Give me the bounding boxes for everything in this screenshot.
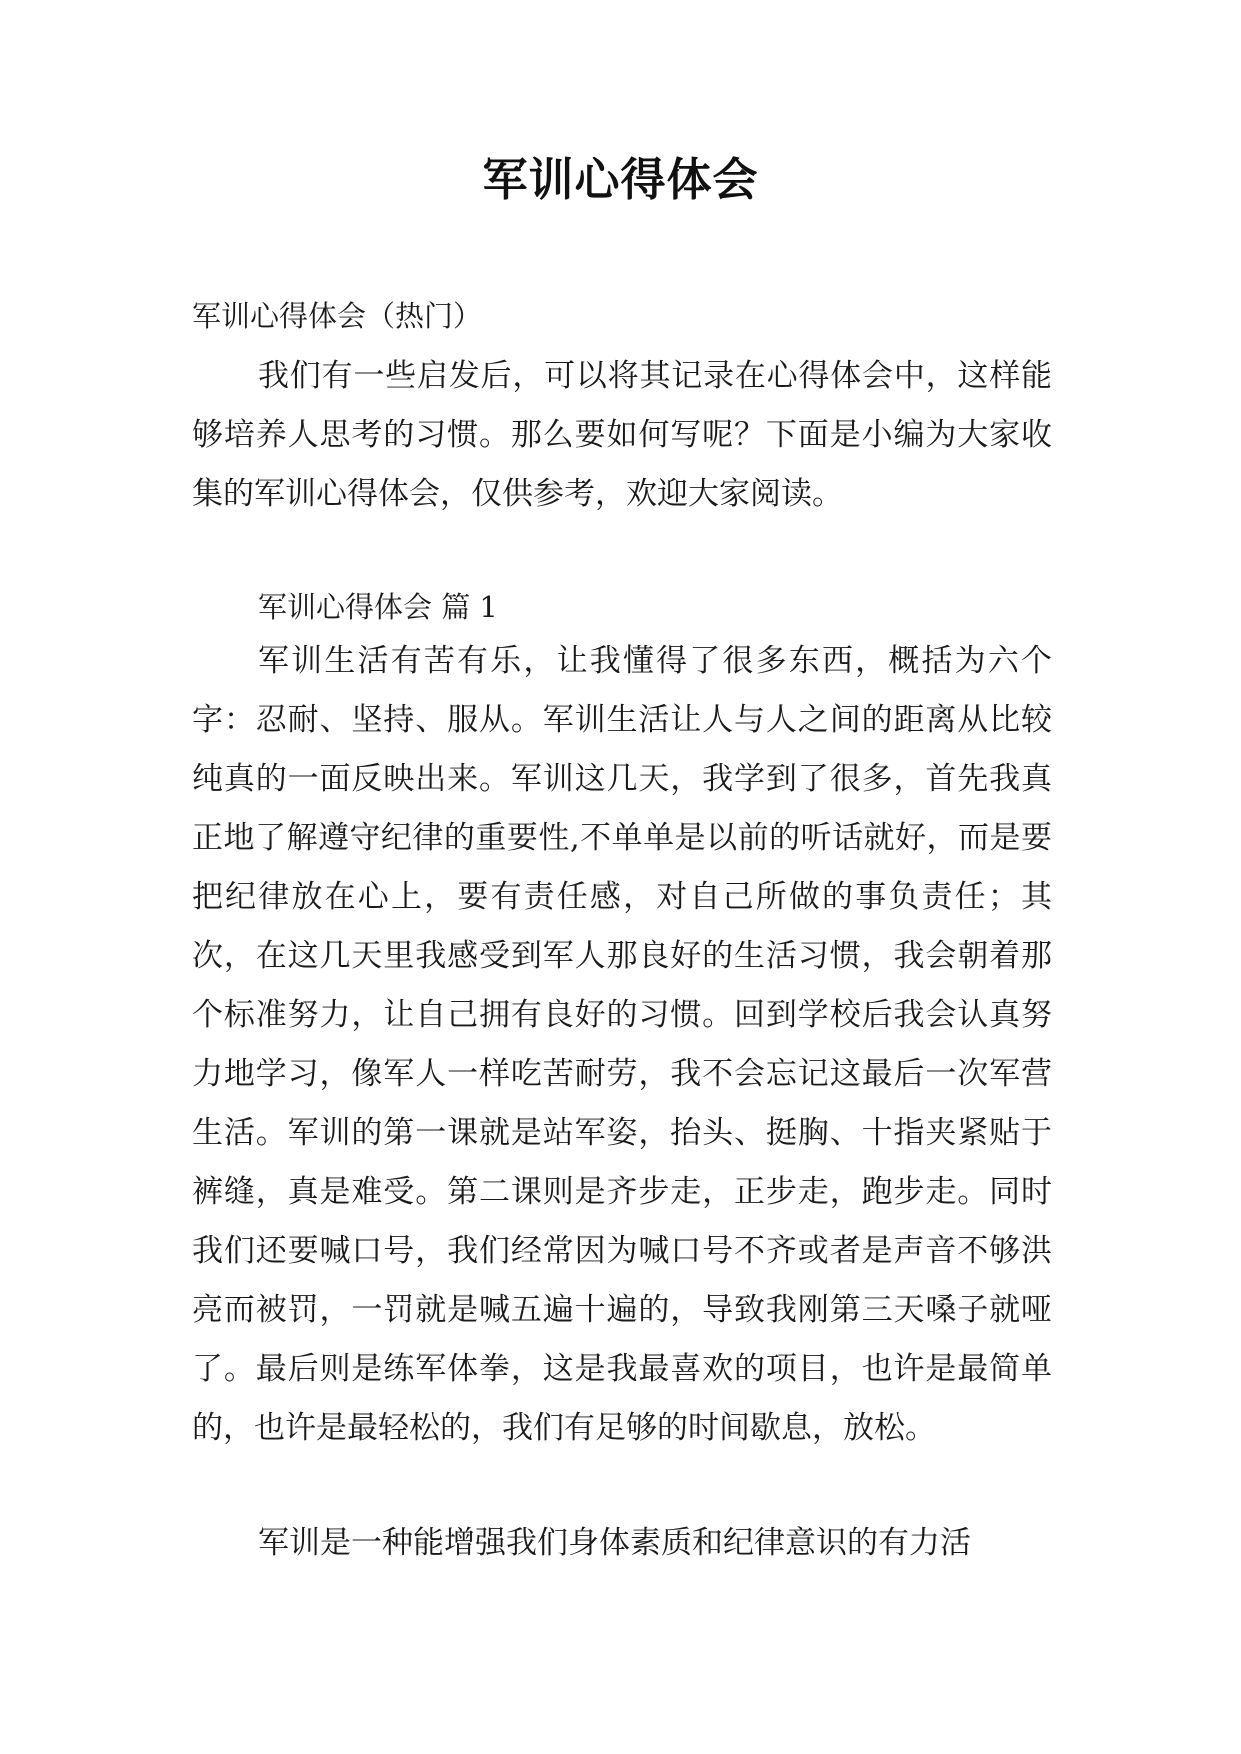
document-subtitle: 军训心得体会（热门） xyxy=(192,299,483,333)
intro-paragraph: 我们有一些启发后，可以将其记录在心得体会中，这样能够培养人思考的习惯。那么要如何写呢？下面是小编为大家收集的军训心得体会，仅供参考，欢迎大家阅读。 xyxy=(192,358,1052,512)
section-heading: 军训心得体会 篇 1 xyxy=(258,590,498,624)
document-title: 军训心得体会 xyxy=(482,153,759,206)
body-paragraph: 军训是一种能增强我们身体素质和纪律意识的有力活 xyxy=(258,1525,971,1561)
body-paragraph: 军训生活有苦有乐，让我懂得了很多东西，概括为六个字：忍耐、坚持、服从。军训生活让人与人之间的距离从比较纯真的一面反映出来。军训这几天，我学到了很多，首先我真正地了解遵守纪律的重要性,不单单是以前的听话就好，而是要把纪律放在心上，要有责任感，对自己所做的事负责任；其次，在这几天里我感受到军人那良好的生活习惯，我会朝着那个标准努力，让自己拥有良好的习惯。回到学校后我会认真努力地学习，像军人一样吃苦耐劳，我不会忘记这最后一次军营生活。军训的第一课就是站军姿，抬头、挺胸、十指夹紧贴于裤缝，真是难受。第二课则是齐步走，正步走，跑步走。同时我们还要喊口号，我们经常因为喊口号不齐或者是声音不够洪亮而被罚，一罚就是喊五遍十遍的，导致我刚第三天嗓子就哑了。最后则是练军体拳，这是我最喜欢的项目，也许是最简单的，也许是最轻松的，我们有足够的时间歇息，放松。 xyxy=(192,643,1052,1446)
